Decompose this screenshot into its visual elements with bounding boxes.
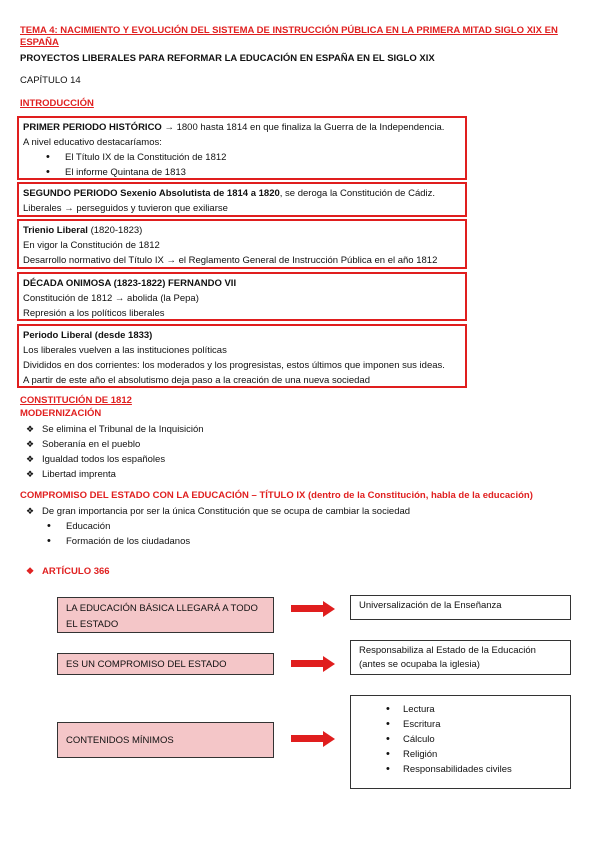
doc-title-line2: ESPAÑA [20, 37, 59, 48]
list-item: ❖ Libertad imprenta [26, 469, 116, 480]
period-2-line2: Liberales → perseguidos y tuvieron que exiliarse [23, 203, 228, 214]
diamond-bullet-icon: ❖ [26, 506, 35, 516]
articulo-heading: ❖ ARTÍCULO 366 [26, 566, 110, 577]
modernizacion-heading: MODERNIZACIÓN [20, 408, 102, 419]
doc-title-line1: TEMA 4: NACIMIENTO Y EVOLUCIÓN DEL SISTEMA DE INSTRUCCIÓN PÚBLICA EN LA PRIMERA MITAD SIGLO XIX EN [20, 25, 558, 36]
period-1-line2: A nivel educativo destacaríamos: [23, 137, 162, 148]
period-4-line3: Represión a los políticos liberales [23, 308, 165, 319]
intro-heading: INTRODUCCIÓN [20, 98, 94, 109]
doc-subtitle: PROYECTOS LIBERALES PARA REFORMAR LA EDUCACIÓN EN ESPAÑA EN EL SIGLO XIX [20, 53, 435, 64]
list-item: • Responsabilidades civiles [359, 762, 562, 777]
period-3-line2: En vigor la Constitución de 1812 [23, 240, 160, 251]
diagram-right-2: Responsabiliza al Estado de la Educación (antes se ocupaba la iglesia) [350, 640, 571, 675]
right-arrow-icon [291, 601, 337, 617]
list-item: ❖ Soberanía en el pueblo [26, 439, 141, 450]
list-item: • Lectura [359, 702, 562, 717]
list-item: ❖ De gran importancia por ser la única Constitución que se ocupa de cambiar la sociedad [26, 506, 411, 517]
list-item: ❖ Se elimina el Tribunal de la Inquisición [26, 424, 204, 435]
list-item: • Religión [359, 747, 562, 762]
list-item: • Cálculo [359, 732, 562, 747]
diagram-right-1: Universalización de la Enseñanza [350, 595, 571, 620]
constitucion-heading: CONSTITUCIÓN DE 1812 [20, 395, 132, 406]
period-1-bullet2: • El informe Quintana de 1813 [23, 165, 461, 180]
period-2-title: SEGUNDO PERIODO Sexenio Absolutista de 1814 a 1820, se deroga la Constitución de Cádiz. [23, 188, 436, 199]
list-subitem: • Educación [20, 519, 520, 534]
diamond-bullet-icon: ❖ [26, 439, 35, 449]
diamond-bullet-icon: ❖ [26, 454, 35, 464]
list-item: • Escritura [359, 717, 562, 732]
diagram-left-2: ES UN COMPROMISO DEL ESTADO [57, 653, 274, 675]
diamond-bullet-icon: ❖ [26, 566, 35, 576]
period-3-line3: Desarrollo normativo del Título IX → el Reglamento General de Instrucción Pública en el año 1812 [23, 255, 438, 266]
period-box-1 [17, 116, 467, 180]
period-5-line2: Los liberales vuelven a las instituciones políticas [23, 345, 227, 356]
period-5-line4: A partir de este año el absolutismo deja paso a la creación de una nueva sociedad [23, 375, 370, 386]
period-4-line2: Constitución de 1812 → abolida (la Pepa) [23, 293, 199, 304]
diagram-left-1: LA EDUCACIÓN BÁSICA LLEGARÁ A TODO EL ESTADO [57, 597, 274, 633]
period-box-4 [17, 272, 467, 321]
period-5-title: Periodo Liberal (desde 1833) [23, 330, 153, 341]
period-5-line3: Divididos en dos corrientes: los moderados y los progresistas, estos últimos que imponen sus ideas. [23, 360, 445, 371]
list-subitem: • Formación de los ciudadanos [20, 534, 520, 549]
doc-title [20, 25, 558, 49]
right-arrow-icon [291, 731, 337, 747]
modernizacion-list [20, 422, 440, 482]
diagram-left-3: CONTENIDOS MÍNIMOS [57, 722, 274, 758]
list-item: ❖ Igualdad todos los españoles [26, 454, 166, 465]
diamond-bullet-icon: ❖ [26, 424, 35, 434]
period-box-3 [17, 219, 467, 269]
compromiso-list [20, 504, 520, 549]
period-3-title: Trienio Liberal (1820-1823) [23, 225, 143, 236]
period-box-2 [17, 182, 467, 217]
diagram-right-3 [350, 695, 571, 789]
right-arrow-icon [291, 656, 337, 672]
period-1-bullet1: • El Título IX de la Constitución de 1812 [23, 150, 461, 165]
chapter-label: CAPÍTULO 14 [20, 75, 81, 86]
diamond-bullet-icon: ❖ [26, 469, 35, 479]
period-box-5 [17, 324, 467, 388]
compromiso-heading: COMPROMISO DEL ESTADO CON LA EDUCACIÓN – TÍTULO IX (dentro de la Constitución, habla de la educación) [20, 490, 533, 501]
period-1-title: PRIMER PERIODO HISTÓRICO → 1800 hasta 1814 en que finaliza la Guerra de la Independencia. [23, 122, 445, 133]
period-4-title: DÉCADA ONIMOSA (1823-1822) FERNANDO VII [23, 278, 237, 289]
